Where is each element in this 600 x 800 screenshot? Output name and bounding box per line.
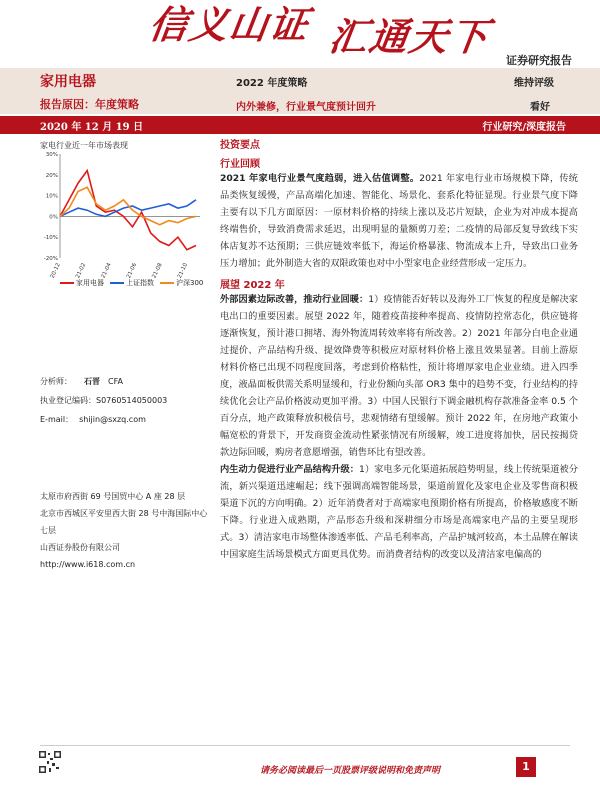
outlook-lead: 外部因素边际改善，推动行业回暖： <box>220 294 369 305</box>
industry-title: 家用电器 <box>40 74 96 90</box>
y-tick-label: 0% <box>49 214 58 221</box>
disclaimer-text: 请务必阅读最后一页股票评级说明和免责声明 <box>260 766 441 776</box>
inner-lead: 内生动力促进行业产品结构升级： <box>220 464 360 475</box>
chart-legend <box>60 278 210 290</box>
x-tick-label: 21-04 <box>100 262 113 280</box>
analyst-cfa: CFA <box>108 377 123 386</box>
legend-item <box>110 278 154 288</box>
rating-value: 看好 <box>530 102 550 113</box>
y-tick-label: 10% <box>45 193 58 200</box>
outlook-heading: 展望 2022 年 <box>220 280 285 291</box>
legend-swatch <box>110 282 124 284</box>
company-name: 山西证券股份有限公司 <box>40 543 120 552</box>
legend-label: 上证指数 <box>126 279 154 287</box>
review-lead: 2021 年家电行业景气度趋弱，进入估值调整。 <box>220 173 420 184</box>
x-tick-label: 21-10 <box>176 262 190 280</box>
review-paragraph <box>220 170 578 272</box>
report-type: 证券研究报告 <box>506 54 572 67</box>
main-content <box>220 136 578 563</box>
legend-swatch <box>60 282 74 284</box>
address-line: 太原市府西街 69 号国贸中心 A 座 28 层 <box>40 492 186 501</box>
inner-paragraph <box>220 461 578 563</box>
slogan-left: 信义山证 <box>146 2 313 47</box>
slogan-right: 汇通天下 <box>326 14 493 59</box>
inner-text: 1）家电多元化渠道拓展趋势明显，线上传统渠道被分流，新兴渠道迅速崛起；线下强调高端智能场景，渠道前置化及家电企业及零售商积极渠道下沉的方向明确。2）近年消费者对于高端家电预期价格有所提高，价格敏感度不断下降。行业进入成熟期，产品形态升级和深耕细分市场是高端家电产品的主要呈现形式。3）清洁家电市场整体渗透率低、产品毛利率高，产品护城河较高，本土品牌在解读中国家庭生活场景模式方面更具优势。而消费者结构的改变以及清洁家电偏高的 <box>220 464 578 560</box>
analyst-info <box>40 372 220 429</box>
outlook-text: 1）疫情能否好转以及海外工厂恢复的程度是解决家电出口的重要因素。展望 2022 年，随着疫苗接种率提高、疫情防控常态化，供应链将逐渐恢复，预计港口拥堵、海外物流周转效率将有所改善。2）2021 年部分白电企业通过提价、产品结构升级、提效降费等积极应对原材料价格上涨且效果显著。目前上游原材料价格已出现不同程度回落，考虑到价格粘性，预计将增厚家电企业业绩。进入四季度，液晶面板供需关系明显缓和，行业份额向头部 OR3 集中的趋势不变，行业结构的持续优化会让产品价格波动更加平滑。3）中国人民银行下调金融机构存款准备金率 0.5 个百分点，地产政策释放积极信号，悲观情绪有望缓解。预计 2022 年，在房地产政策小幅宽松的背景下，开发商资金流动性紧张情况有所缓解，竣工进度将加快，居民按揭贷款边际回暖，购房者意愿增强，销售环比有望改善。 <box>220 294 578 458</box>
banner <box>0 0 600 70</box>
legend-item <box>60 278 104 288</box>
page-number: 1 <box>516 757 536 777</box>
market-performance-chart <box>38 150 206 292</box>
rating-label: 维持评级 <box>514 78 554 89</box>
legend-label: 家用电器 <box>76 279 104 287</box>
y-tick-label: -20% <box>43 256 58 262</box>
qr-code-icon <box>38 750 62 774</box>
legend-swatch <box>160 282 174 284</box>
report-date: 2020 年 12 月 19 日 <box>40 122 144 133</box>
series-line <box>60 171 196 250</box>
report-subtitle: 内外兼修，行业景气度预计回升 <box>236 102 376 113</box>
y-tick-label: -10% <box>43 235 58 242</box>
company-address <box>40 488 210 573</box>
y-tick-label: 20% <box>45 172 58 179</box>
series-line <box>60 200 196 217</box>
report-reason: 报告原因：年度策略 <box>40 98 139 111</box>
key-points-heading: 投资要点 <box>220 140 260 151</box>
legend-item <box>160 278 203 288</box>
reg-number: S0760514050003 <box>96 396 168 405</box>
report-category: 行业研究/深度报告 <box>482 122 566 133</box>
series-line <box>60 187 196 224</box>
x-tick-label: 21-08 <box>151 262 164 280</box>
outlook-paragraph <box>220 291 578 461</box>
chart-title: 家电行业近一年市场表现 <box>40 141 128 150</box>
review-heading: 行业回顾 <box>220 159 260 170</box>
analyst-email[interactable]: shijin@sxzq.com <box>79 415 146 424</box>
x-tick-label: 21-06 <box>125 262 139 280</box>
reg-label: 执业登记编码： <box>40 396 96 405</box>
x-tick-label: 20-12 <box>49 262 62 280</box>
footer-divider <box>40 745 570 746</box>
address-line: 北京市西城区平安里西大街 28 号中海国际中心七层 <box>40 509 208 535</box>
y-tick-label: 30% <box>45 152 58 158</box>
x-tick-label: 21-02 <box>75 262 88 280</box>
analyst-label: 分析师： <box>40 377 72 386</box>
legend-label: 沪深300 <box>176 279 204 287</box>
email-label: E-mail： <box>40 415 74 424</box>
analyst-name: 石晋 <box>84 377 100 386</box>
review-text: 2021 年家电行业市场规模下降，传统品类恢复缓慢，产品高端化加速、智能化、场景化、套系化特征显现。行业景气度下降主要有以下几方面原因：一原材料价格的持续上涨以及芯片短缺，企业为对冲成本提高终端售价，导致消费需求延迟，出现明显的量额剪刀差；二疫情的局部反复导致线下实体店复苏不达预期；三供应链效率低下，海运价格暴涨、物流成本上升，导致出口业务压力增加；此外制造大省的双限政策也对中小型家电企业经营形成一定压力。 <box>220 173 578 269</box>
company-website[interactable]: http://www.i618.com.cn <box>40 560 136 569</box>
strategy-title: 2022 年度策略 <box>236 78 308 89</box>
